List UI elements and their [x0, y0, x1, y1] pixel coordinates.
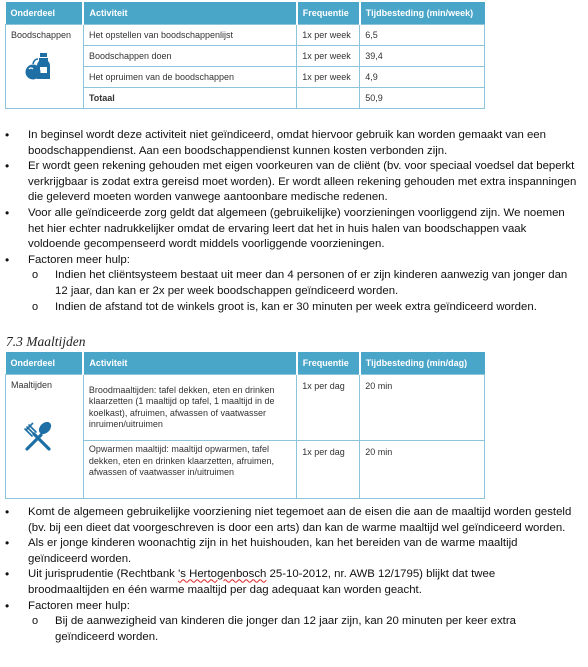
frequentie-cell: 1x per week — [297, 25, 360, 46]
list-item — [0, 253, 580, 315]
list-item: • Er wordt geen rekening gehouden met eigen voorkeuren van de cliënt (bv. voor speciaal voedsel dat beperkt verkrijgbaar is zodat extra gereisd moet worden). Er wordt alleen rekening gehouden met extra inspanningen die geleverd moeten worden vanwege aantoonbare medische redenen. — [0, 159, 580, 206]
onderdeel-label: Maaltijden — [11, 380, 53, 390]
sub-list-item: o Indien de afstand tot de winkels groot is, kan er 30 minuten per week extra geïndiceerd worden. — [0, 300, 580, 316]
tijd-cell: 20 min — [360, 375, 485, 441]
factoren-label: Factoren meer hulp: — [28, 599, 130, 612]
onderdeel-cell — [6, 25, 84, 109]
onderdeel-cell — [6, 375, 84, 499]
tijd-cell: 20 min — [360, 441, 485, 499]
factoren-label: Factoren meer hulp: — [28, 253, 130, 266]
header-tijdbesteding: Tijdbesteding (min/week) — [360, 2, 485, 25]
list-item: • Als er jonge kinderen woonachtig zijn in het huishouden, kan het bereiden van de warme maaltijd geïndiceerd worden. — [0, 536, 576, 567]
activiteit-cell: Opwarmen maaltijd: maaltijd opwarmen, tafel dekken, eten en drinken klaarzetten, afruimen, afwassen of vaatwasser in/uitruimen — [83, 441, 296, 499]
list-item: • Voor alle geïndiceerde zorg geldt dat algemeen (gebruikelijke) voorzieningen voorliggend zijn. We noemen het hier echter nadrukkelijker omdat de ervaring leert dat het in huis halen van boodschappen vaak voldoende gecompenseerd wordt middels voorliggende voorzieningen. — [0, 206, 580, 253]
groceries-icon — [23, 50, 78, 84]
juris-text-after: 25-10-2012, nr. AWB 12/1795) blijkt dat twee broodmaaltijden en één warme maaltijd per dag adequaat kan worden geacht. — [28, 568, 496, 596]
tijd-cell: 4,9 — [360, 67, 485, 88]
list-item: • Komt de algemeen gebruikelijke voorziening niet tegemoet aan de eisen die aan de maaltijd worden gesteld (bv. bij een dieet dat voorgeschreven is door een arts) dan kan de warme maaltijd wel geïndiceerd worden. — [0, 505, 576, 536]
onderdeel-label: Boodschappen — [11, 30, 72, 40]
cutlery-icon — [21, 418, 78, 454]
frequentie-cell: 1x per dag — [297, 441, 360, 499]
tijd-cell: 6,5 — [360, 25, 485, 46]
bullet-list — [0, 505, 576, 645]
boodschappen-table — [5, 2, 485, 109]
sub-list-item: o Indien het cliëntsysteem bestaat uit meer dan 4 personen of er zijn kinderen aanwezig van jonger dan 12 jaar, dan kan er 2x per week boodschappen geïndiceerd worden. — [0, 268, 580, 299]
header-tijdbesteding: Tijdbesteding (min/dag) — [360, 352, 485, 375]
total-value: 50,9 — [360, 88, 485, 109]
header-onderdeel: Onderdeel — [6, 2, 84, 25]
table-header-row — [6, 2, 485, 25]
sub-list — [0, 614, 576, 645]
table-row — [6, 25, 485, 46]
header-frequentie: Frequentie — [297, 352, 360, 375]
section-heading: 7.3 Maaltijden — [6, 334, 86, 349]
maaltijden-notes — [0, 505, 576, 645]
total-label: Totaal — [83, 88, 296, 109]
list-item — [0, 567, 576, 598]
table-row — [6, 375, 485, 441]
tijd-cell: 39,4 — [360, 46, 485, 67]
frequentie-cell: 1x per week — [297, 67, 360, 88]
frequentie-cell: 1x per week — [297, 46, 360, 67]
header-activiteit: Activiteit — [83, 352, 296, 375]
juris-text-underlined: 's Hertogenbosch — [178, 568, 267, 581]
maaltijden-table — [5, 352, 485, 499]
activiteit-cell: Het opruimen van de boodschappen — [83, 67, 296, 88]
activiteit-cell: Broodmaaltijden: tafel dekken, eten en drinken klaarzetten (1 maaltijd op tafel, 1 maaltijd in de koelkast), afruimen, afwassen of vaatwasser inruimen/uitruimen — [83, 375, 296, 441]
boodschappen-notes — [0, 128, 580, 315]
sub-list — [0, 268, 580, 315]
table-header-row — [6, 352, 485, 375]
frequentie-cell: 1x per dag — [297, 375, 360, 441]
bullet-list — [0, 128, 580, 315]
list-item: • In beginsel wordt deze activiteit niet geïndiceerd, omdat hiervoor gebruik kan worden gemaakt van een boodschappendienst. Aan een boodschappendienst kunnen kosten verbonden zijn. — [0, 128, 580, 159]
juris-text-before: Uit jurisprudentie (Rechtbank — [28, 568, 179, 581]
header-activiteit: Activiteit — [83, 2, 296, 25]
empty-cell — [297, 88, 360, 109]
header-onderdeel: Onderdeel — [6, 352, 84, 375]
header-frequentie: Frequentie — [297, 2, 360, 25]
sub-list-item: o Bij de aanwezigheid van kinderen die jonger dan 12 jaar zijn, kan 20 minuten per keer extra geïndiceerd worden. — [0, 614, 576, 645]
activiteit-cell: Het opstellen van boodschappenlijst — [83, 25, 296, 46]
list-item — [0, 599, 576, 646]
activiteit-cell: Boodschappen doen — [83, 46, 296, 67]
